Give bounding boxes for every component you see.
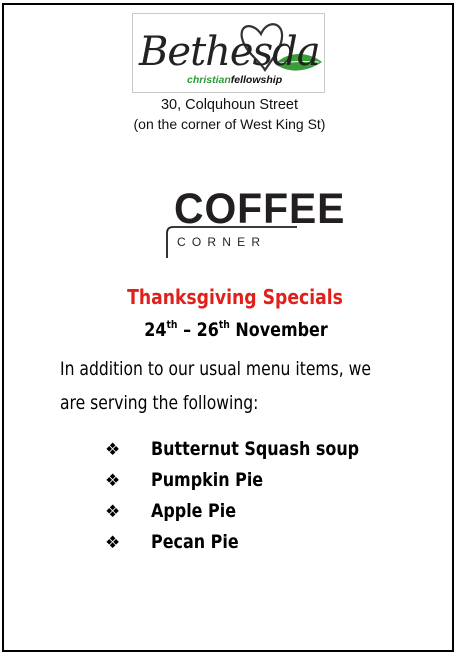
coffee-word: COFFEE [174, 185, 346, 233]
date-month: November [229, 319, 328, 341]
corner-word: CORNER [177, 235, 267, 249]
logo-name: Bethesda [139, 29, 320, 75]
date-dash: – [177, 319, 197, 341]
address-line-2: (on the corner of West King St) [133, 116, 326, 132]
specials-title: Thanksgiving Specials [127, 285, 343, 309]
list-item-label: Butternut Squash soup [151, 438, 360, 460]
logo-subtitle-fellowship: fellowship [230, 74, 283, 86]
diamond-flower-icon: ❖ [105, 502, 121, 521]
list-item-label: Apple Pie [151, 500, 237, 522]
date-start: 24 [144, 319, 167, 341]
intro-line-2: are serving the following: [60, 392, 259, 414]
list-item-label: Pumpkin Pie [151, 469, 264, 491]
diamond-flower-icon: ❖ [105, 471, 121, 490]
logo-subtitle [187, 75, 282, 86]
date-end-suffix: th [218, 318, 230, 331]
coffee-corner-logo [165, 185, 346, 268]
list-item-label: Pecan Pie [151, 531, 239, 553]
intro-paragraph [60, 352, 437, 420]
bethesda-logo [132, 13, 325, 93]
intro-line-1: In addition to our usual menu items, we [60, 358, 371, 380]
date-range [38, 318, 434, 341]
date-end: 26 [196, 319, 219, 341]
address-line-1: 30, Colquhoun Street [160, 97, 299, 113]
diamond-flower-icon: ❖ [105, 440, 121, 459]
diamond-flower-icon: ❖ [105, 533, 121, 552]
logo-subtitle-christian: christian [187, 74, 231, 86]
date-start-suffix: th [166, 318, 178, 331]
